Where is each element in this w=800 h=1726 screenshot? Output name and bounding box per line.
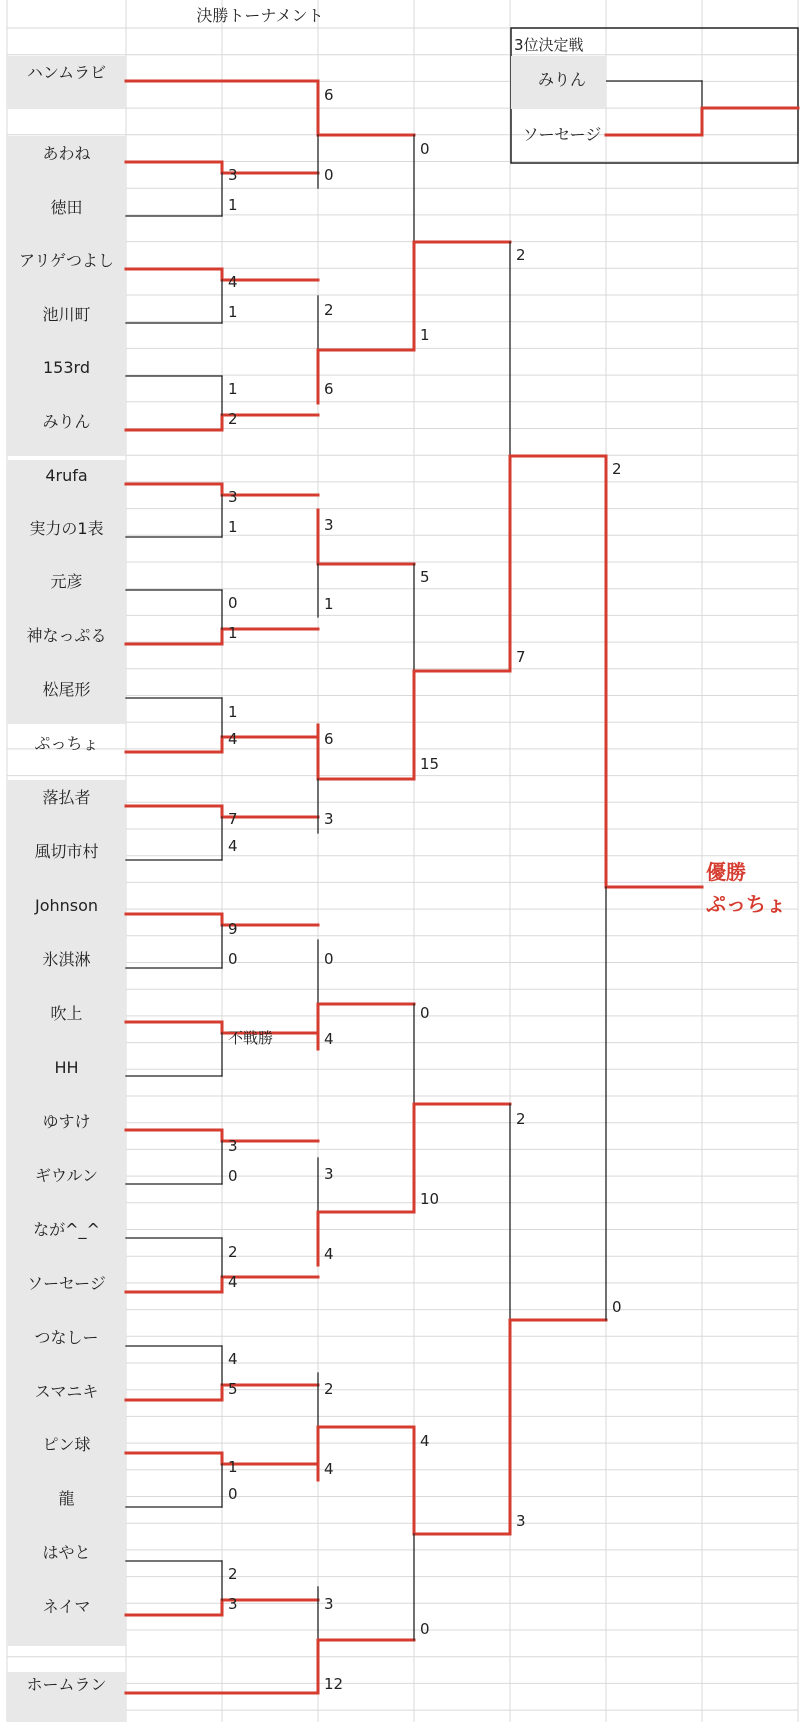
match-score: 4: [324, 1460, 334, 1478]
match-score: 0: [324, 166, 334, 184]
match-score: 2: [324, 1380, 334, 1398]
match-score: 3: [324, 516, 334, 534]
match-score: 0: [420, 1004, 430, 1022]
match-score: 6: [324, 730, 334, 748]
player-name: 神なっぷる: [26, 626, 107, 645]
match-score: 0: [420, 140, 430, 158]
player-name: 吹上: [50, 1004, 83, 1023]
match-score: 2: [228, 1565, 238, 1583]
match-score: 5: [420, 568, 430, 586]
player-name: みりん: [42, 412, 91, 431]
player-name: 龍: [58, 1489, 75, 1508]
player-name: ハンムラビ: [26, 63, 107, 82]
match-score: 15: [420, 755, 440, 773]
match-score: 0: [228, 1167, 238, 1185]
player-name: 氷淇淋: [42, 950, 91, 969]
match-score: 7: [516, 648, 526, 666]
match-score: 2: [612, 460, 622, 478]
match-score: 7: [228, 810, 238, 828]
match-score: 1: [228, 380, 238, 398]
match-score: 1: [324, 595, 334, 613]
player-name: Johnson: [34, 896, 99, 915]
match-score: 4: [228, 1273, 238, 1291]
match-score: 0: [228, 950, 238, 968]
page-title: 決勝トーナメント: [196, 6, 324, 25]
match-score: 6: [324, 380, 334, 398]
match-score: 1: [228, 624, 238, 642]
match-score: 0: [324, 950, 334, 968]
player-name: はやと: [42, 1543, 91, 1562]
match-score: 1: [420, 326, 430, 344]
champion-label: 優勝: [706, 860, 746, 884]
match-score: 0: [228, 594, 238, 612]
match-score: 6: [324, 86, 334, 104]
match-score: 3: [228, 1137, 238, 1155]
player-name: なが^_^: [33, 1220, 100, 1239]
player-name: ピン球: [42, 1435, 91, 1454]
match-score: 0: [612, 1298, 622, 1316]
match-score: 1: [228, 703, 238, 721]
third-place-title: 3位決定戦: [514, 36, 584, 54]
match-score: 10: [420, 1190, 440, 1208]
match-score: 2: [516, 1110, 526, 1128]
match-score: 3: [228, 1595, 238, 1613]
match-score: 2: [324, 301, 334, 319]
match-score: 2: [516, 246, 526, 264]
player-name: あわね: [42, 144, 91, 163]
match-score: 1: [228, 518, 238, 536]
match-score: 4: [420, 1432, 430, 1450]
player-name: 4rufa: [45, 466, 88, 485]
player-name: 松尾形: [42, 680, 91, 699]
match-score: 3: [516, 1512, 526, 1530]
match-score: 4: [324, 1245, 334, 1263]
third-place-player-1: みりん: [537, 70, 586, 89]
match-score: 3: [324, 1165, 334, 1183]
player-name: 元彦: [50, 572, 83, 591]
player-name: ホームラン: [26, 1675, 107, 1694]
match-score: 4: [228, 730, 238, 748]
player-name: スマニキ: [34, 1382, 99, 1401]
player-name: 153rd: [43, 358, 90, 377]
match-score: 1: [228, 196, 238, 214]
match-score: 不戦勝: [228, 1029, 274, 1047]
match-score: 2: [228, 1243, 238, 1261]
champion-name: ぷっちょ: [706, 892, 786, 916]
player-name: 徳田: [50, 198, 83, 217]
match-score: 0: [420, 1620, 430, 1638]
match-score: 12: [324, 1675, 344, 1693]
player-name: つなしー: [34, 1328, 99, 1347]
player-name: ぷっちょ: [34, 734, 99, 753]
player-name: アリゲつよし: [18, 251, 115, 270]
match-score: 2: [228, 410, 238, 428]
match-score: 4: [228, 837, 238, 855]
match-score: 4: [228, 273, 238, 291]
player-name: 落払者: [42, 788, 91, 807]
player-name: 風切市村: [34, 842, 99, 861]
player-name: HH: [54, 1058, 79, 1077]
player-name: ギウルン: [34, 1166, 99, 1185]
match-score: 3: [228, 488, 238, 506]
match-score: 4: [228, 1350, 238, 1368]
match-score: 3: [324, 810, 334, 828]
match-score: 5: [228, 1380, 238, 1398]
match-score: 9: [228, 920, 238, 938]
match-score: 0: [228, 1485, 238, 1503]
match-score: 3: [324, 1595, 334, 1613]
player-name: 池川町: [42, 305, 91, 324]
third-place-player-2: ソーセージ: [522, 125, 602, 144]
match-score: 4: [324, 1030, 334, 1048]
match-score: 1: [228, 303, 238, 321]
match-score: 3: [228, 166, 238, 184]
player-name: ネイマ: [42, 1597, 91, 1616]
match-score: 1: [228, 1458, 238, 1476]
player-name: ゆすけ: [42, 1112, 91, 1131]
player-name: 実力の1表: [29, 519, 104, 538]
player-name: ソーセージ: [27, 1274, 106, 1293]
